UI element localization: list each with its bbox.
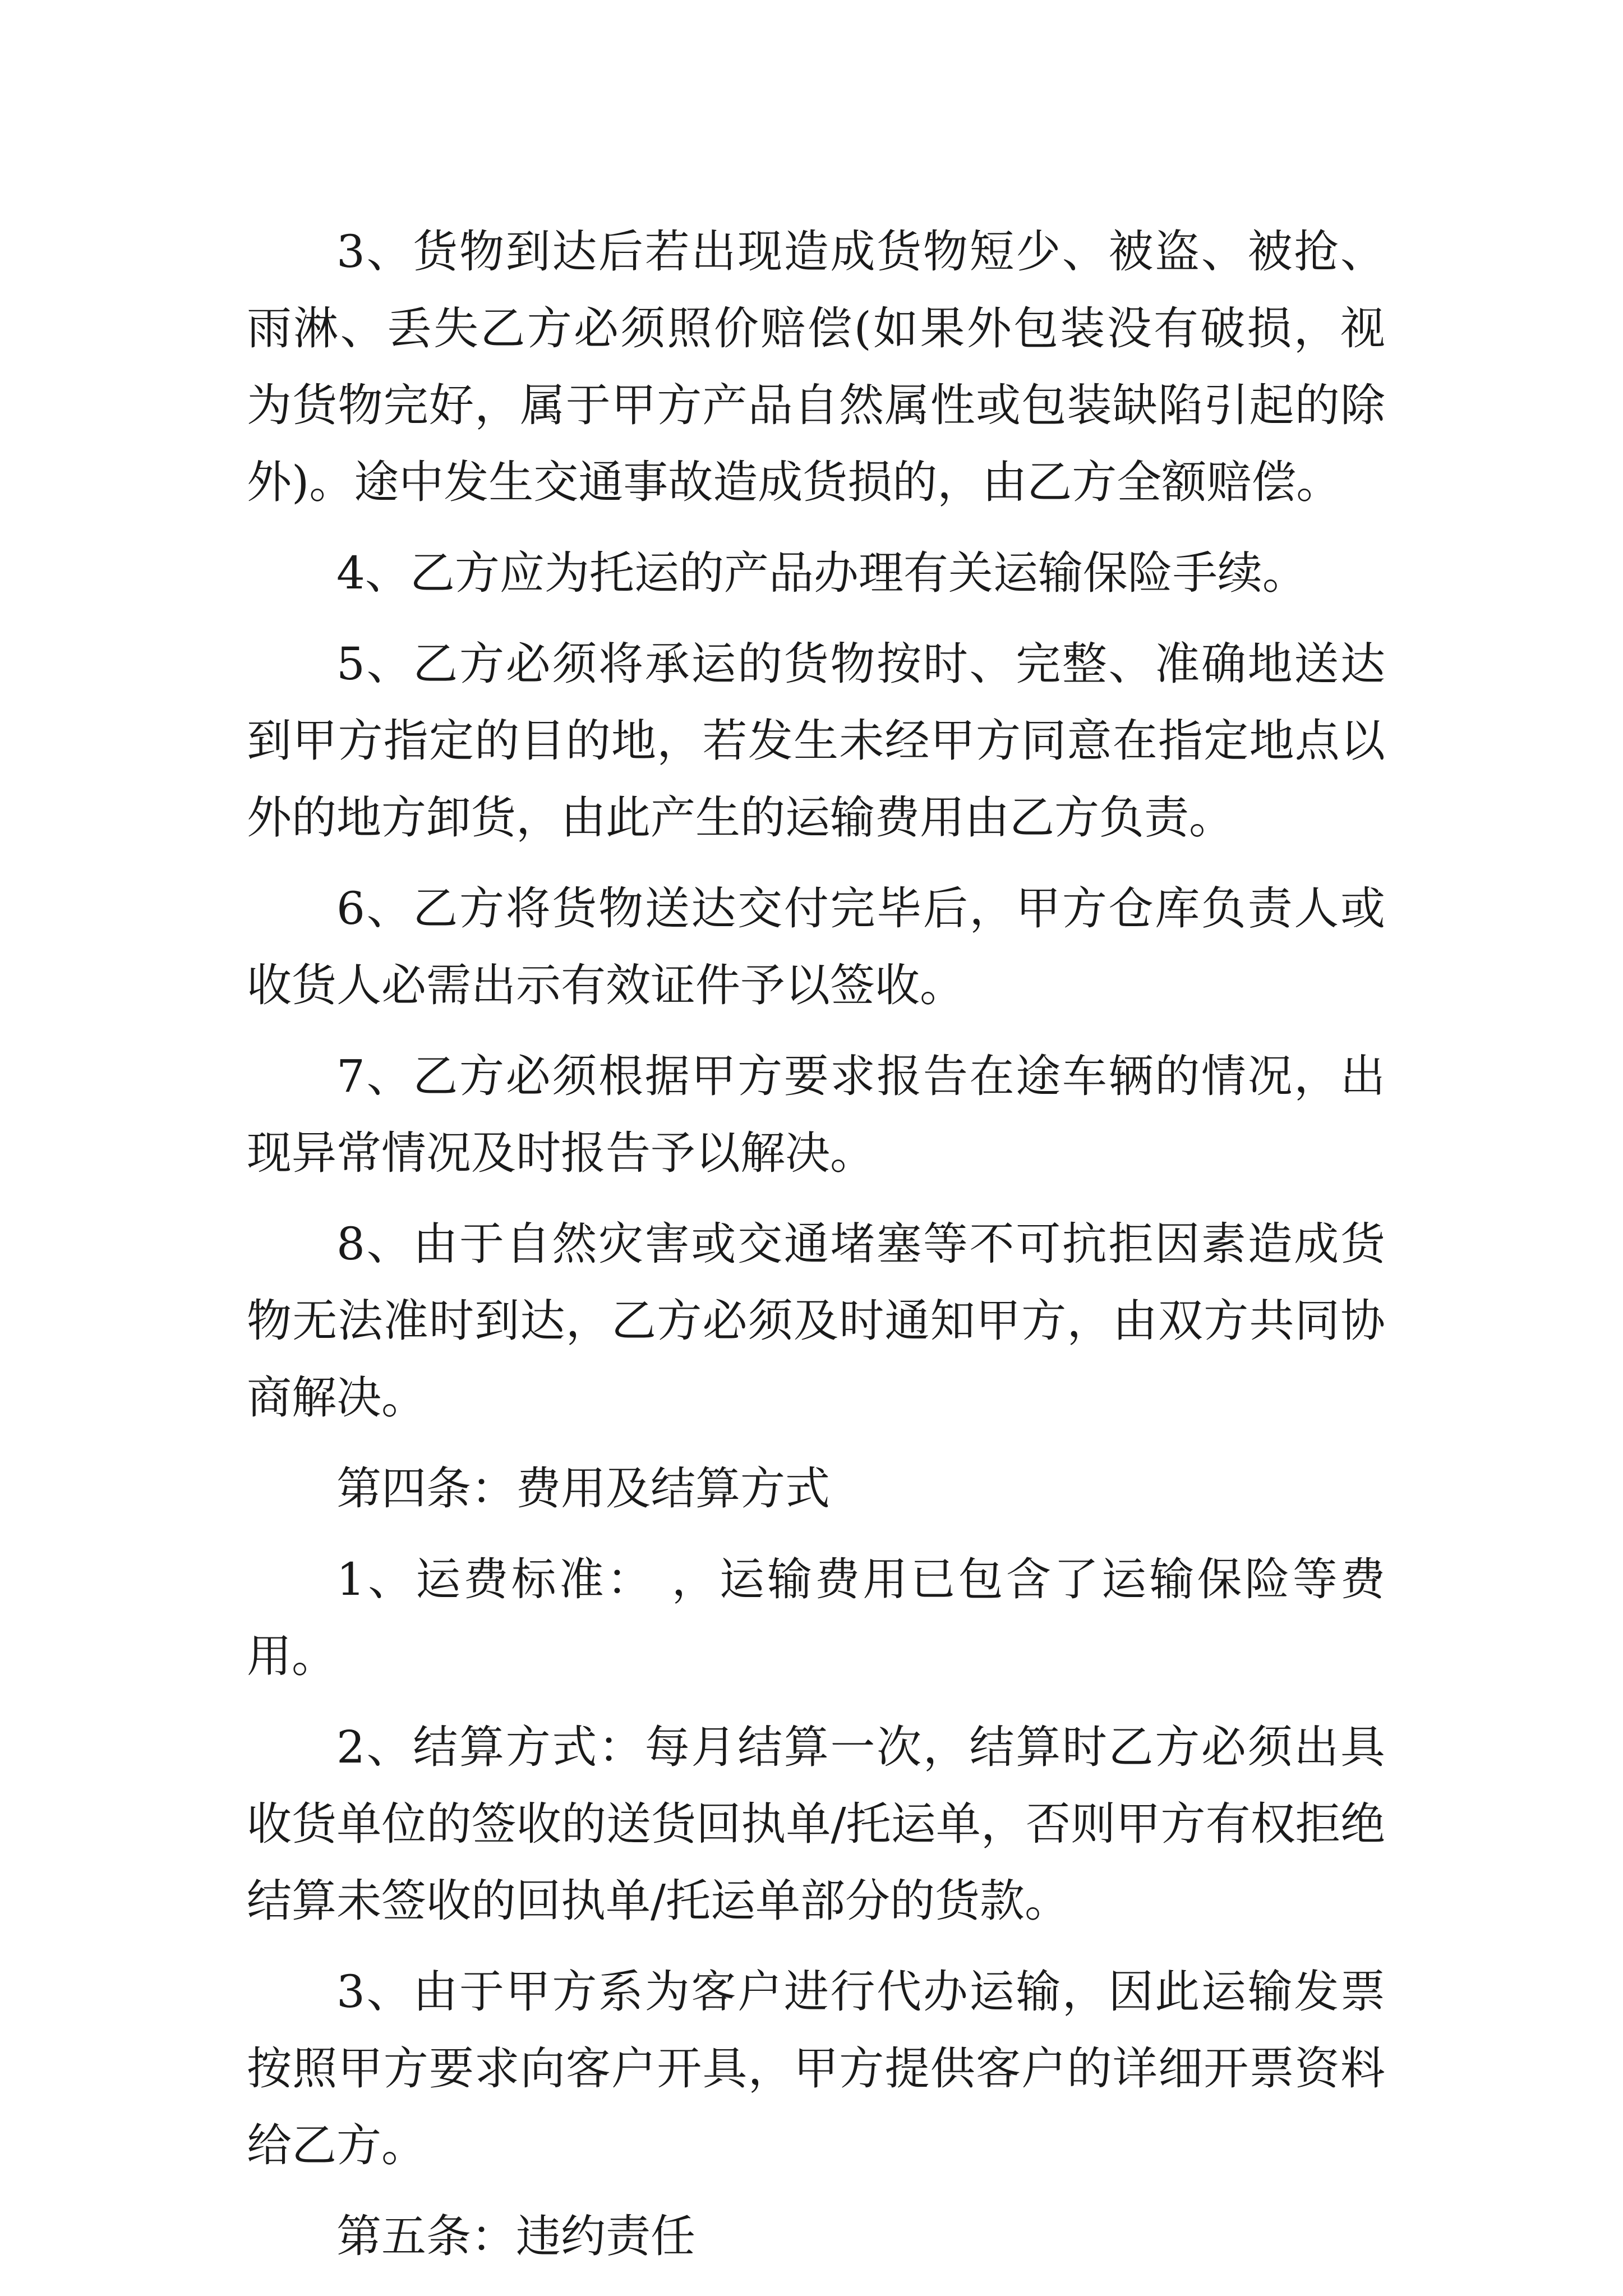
clause-6-signoff: 6、乙方将货物送达交付完毕后，甲方仓库负责人或收货人必需出示有效证件予以签收。: [247, 882, 1385, 1011]
clause-3-cargo-loss: 3、货物到达后若出现造成货物短少、被盗、被抢、雨淋、丢失乙方必须照价赔偿(如果外包装没有破损，视为货物完好，属于甲方产品自然属性或包装缺陷引起的除外)。途中发生交通事故造成货损的，由乙方全额赔偿。: [247, 226, 1385, 508]
clause-5-delivery: 5、乙方必须将承运的货物按时、完整、准确地送达到甲方指定的目的地，若发生未经甲方同意在指定地点以外的地方卸货，由此产生的运输费用由乙方负责。: [247, 638, 1385, 844]
clause-1-freight-standard: 1、运费标准： ，运输费用已包含了运输保险等费用。: [247, 1553, 1385, 1682]
clause-8-force-majeure: 8、由于自然灾害或交通堵塞等不可抗拒因素造成货物无法准时到达，乙方必须及时通知甲方，由双方共同协商解决。: [247, 1218, 1385, 1424]
clause-7-reporting: 7、乙方必须根据甲方要求报告在途车辆的情况，出现异常情况及时报告予以解决。: [247, 1050, 1385, 1179]
document-body: [247, 213, 1385, 2289]
clause-4-insurance: 4、乙方应为托运的产品办理有关运输保险手续。: [336, 547, 1307, 599]
section-heading-liability: 第五条：违约责任: [336, 2210, 695, 2262]
section-heading-fees: 第四条：费用及结算方式: [336, 1462, 830, 1515]
clause-2-settlement: 2、结算方式：每月结算一次，结算时乙方必须出具收货单位的签收的送货回执单/托运单，否则甲方有权拒绝结算未签收的回执单/托运单部分的货款。: [247, 1721, 1385, 1927]
clause-3-invoicing: 3、由于甲方系为客户进行代办运输，因此运输发票按照甲方要求向客户开具，甲方提供客户的详细开票资料给乙方。: [247, 1966, 1385, 2171]
